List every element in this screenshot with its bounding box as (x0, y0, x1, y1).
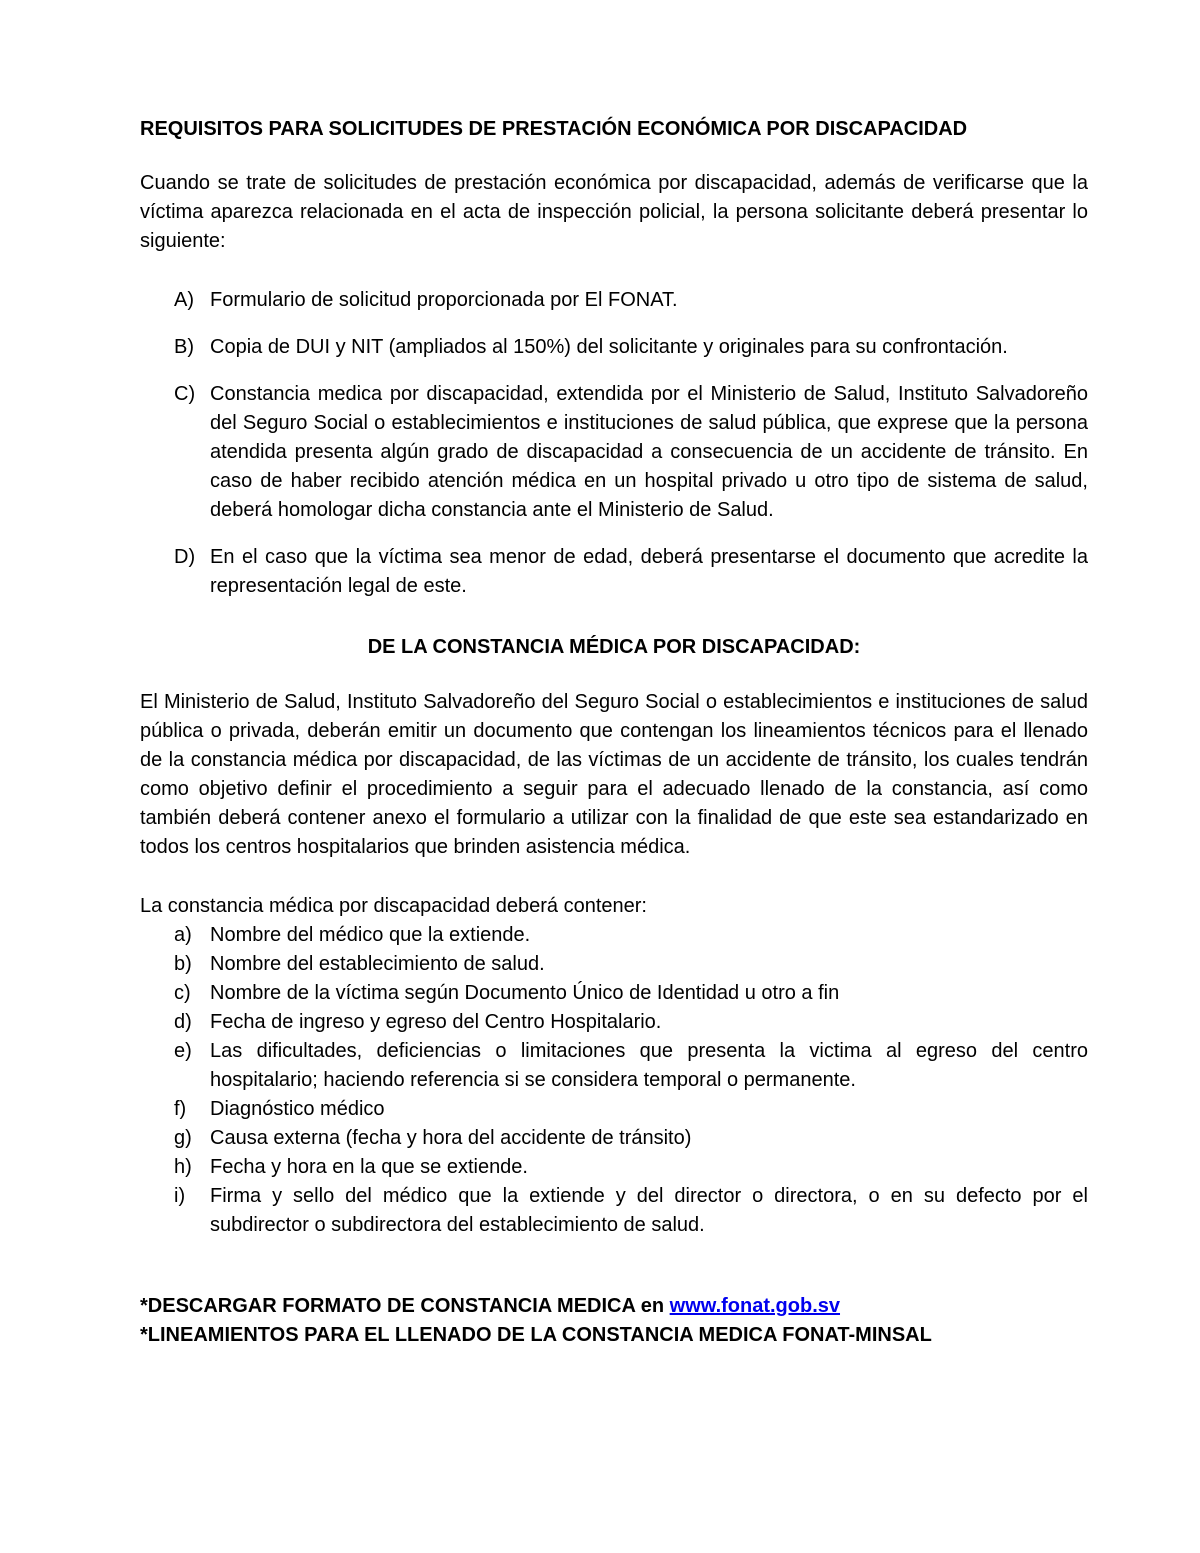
list-item-text: Copia de DUI y NIT (ampliados al 150%) del solicitante y originales para su confrontación. (210, 336, 1008, 358)
list-marker: i) (174, 1185, 186, 1207)
section-paragraph: El Ministerio de Salud, Instituto Salvadoreño del Seguro Social o establecimientos e instituciones de salud pública o privada, deberán emitir un documento que contengan los lineamientos técnicos para el llenado de la constancia médica por discapacidad, de las víctimas de un accidente de tránsito, los cuales tendrán como objetivo definir el procedimiento a seguir para el adecuado llenado de la constancia, así como también deberá contener anexo el formulario a utilizar con la finalidad de que este sea estandarizado en todos los centros hospitalarios que brinden asistencia médica. (140, 691, 1088, 858)
list-marker: C) (174, 383, 196, 405)
list-item-text: Nombre del médico que la extiende. (210, 924, 531, 946)
list-item-text: Fecha y hora en la que se extiende. (210, 1156, 528, 1178)
contents-intro: La constancia médica por discapacidad deberá contener: (140, 895, 647, 917)
list-marker: a) (174, 924, 192, 946)
list-marker: B) (174, 336, 194, 358)
list-marker: f) (174, 1098, 187, 1120)
download-format-line (140, 1292, 1088, 1321)
downloads-block (140, 1292, 1088, 1350)
list-marker: g) (174, 1127, 192, 1149)
list-item (140, 286, 1088, 315)
list-item-text: Nombre de la víctima según Documento Único de Identidad u otro a fin (210, 982, 840, 1004)
download-format-text: *DESCARGAR FORMATO DE CONSTANCIA MEDICA en (140, 1295, 670, 1317)
list-item (140, 1153, 1088, 1182)
list-item (140, 380, 1088, 525)
list-item-text: Fecha de ingreso y egreso del Centro Hospitalario. (210, 1011, 662, 1033)
guidelines-line: *LINEAMIENTOS PARA EL LLENADO DE LA CONSTANCIA MEDICA FONAT-MINSAL (140, 1324, 932, 1346)
list-item-text: Diagnóstico médico (210, 1098, 385, 1120)
list-item (140, 921, 1088, 950)
intro-paragraph: Cuando se trate de solicitudes de prestación económica por discapacidad, además de verificarse que la víctima aparezca relacionada en el acta de inspección policial, la persona solicitante deberá presentar lo siguiente: (140, 172, 1088, 252)
list-marker: h) (174, 1156, 192, 1178)
list-marker: b) (174, 953, 192, 975)
requirements-list (140, 286, 1088, 601)
list-item-text: Las dificultades, deficiencias o limitaciones que presenta la victima al egreso del centro hospitalario; haciendo referencia si se considera temporal o permanente. (210, 1040, 1088, 1091)
list-marker: A) (174, 289, 194, 311)
document-title: REQUISITOS PARA SOLICITUDES DE PRESTACIÓN ECONÓMICA POR DISCAPACIDAD (140, 118, 968, 140)
list-marker: c) (174, 982, 191, 1004)
list-item (140, 1008, 1088, 1037)
list-item-text: En el caso que la víctima sea menor de edad, deberá presentarse el documento que acredite la representación legal de este. (210, 546, 1088, 597)
list-item (140, 333, 1088, 362)
list-marker: e) (174, 1040, 192, 1062)
list-marker: d) (174, 1011, 192, 1033)
section-heading: DE LA CONSTANCIA MÉDICA POR DISCAPACIDAD: (367, 636, 861, 658)
list-item-text: Constancia medica por discapacidad, extendida por el Ministerio de Salud, Instituto Salvadoreño del Seguro Social o establecimientos e instituciones de salud pública, que exprese que la persona atendida presenta algún grado de discapacidad a consecuencia de un accidente de tránsito. En caso de haber recibido atención médica en un hospital privado u otro tipo de sistema de salud, deberá homologar dicha constancia ante el Ministerio de Salud. (210, 383, 1088, 521)
list-item (140, 979, 1088, 1008)
list-item (140, 1095, 1088, 1124)
contents-list (140, 921, 1088, 1240)
list-item-text: Nombre del establecimiento de salud. (210, 953, 545, 975)
list-item (140, 1124, 1088, 1153)
list-item-text: Formulario de solicitud proporcionada por El FONAT. (210, 289, 678, 311)
list-item (140, 543, 1088, 601)
list-item-text: Firma y sello del médico que la extiende y del director o directora, o en su defecto por el subdirector o subdirectora del establecimiento de salud. (210, 1185, 1088, 1236)
list-marker: D) (174, 546, 196, 568)
list-item (140, 1182, 1088, 1240)
list-item (140, 950, 1088, 979)
fonat-website-link[interactable]: www.fonat.gob.sv (669, 1295, 841, 1317)
list-item-text: Causa externa (fecha y hora del accidente de tránsito) (210, 1127, 692, 1149)
list-item (140, 1037, 1088, 1095)
